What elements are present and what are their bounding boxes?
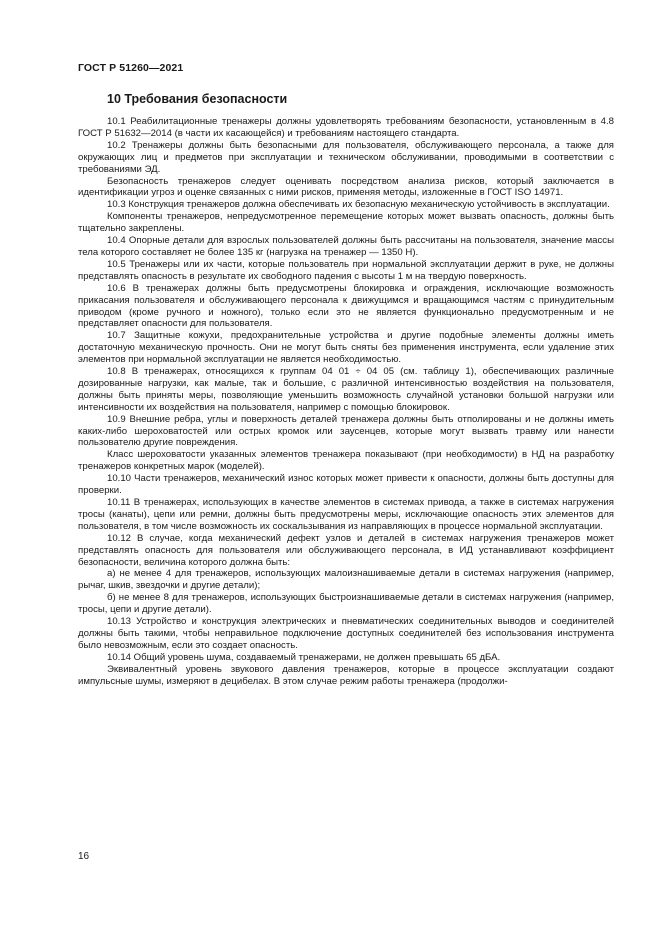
page-number: 16 bbox=[78, 851, 90, 862]
paragraph-components: Компоненты тренажеров, непредусмотренное перемещение которых может вызвать опасность, должны быть тщательно закреплены. bbox=[78, 211, 614, 235]
paragraph-10-10: 10.10 Части тренажеров, механический износ которых может привести к опасности, должны быть доступны для проверки. bbox=[78, 473, 614, 497]
paragraph-10-2: 10.2 Тренажеры должны быть безопасными для пользователя, обслуживающего персонала, а также для окружающих лиц и предметов при эксплуатации и техническом обслуживании, проводимыми в соответствии с требованиями ЭД. bbox=[78, 139, 614, 175]
paragraph-10-4: 10.4 Опорные детали для взрослых пользователей должны быть рассчитаны на пользователя, значение массы тела которого составляет не более 135 кг (нагрузка на тренажер — 1350 Н). bbox=[78, 235, 614, 258]
list-item-a: а) не менее 4 для тренажеров, использующих малоизнашиваемые детали в системах нагружения (например, рычаг, шкив, звездочки и другие детали); bbox=[78, 568, 614, 592]
paragraph-10-11: 10.11 В тренажерах, использующих в качестве элементов в системах привода, а также в системах нагружения тросы (канаты), цепи или ремни, должны быть предусмотрены меры, исключающие опасность этих элементов для пользователя, в том числе возможность их соскальзывания из направляющих в процессе нормальной эксплуатации. bbox=[78, 497, 614, 532]
paragraph-10-6: 10.6 В тренажерах должны быть предусмотрены блокировка и ограждения, исключающие возможность прикасания пользователя и обслуживающего персонала к движущимся и вращающимся частям с принудительным приводом (кроме ручного и ножного), только если это не является функционально предусмотренным и не представляет опасности для пользователя. bbox=[78, 282, 614, 330]
list-item-b: б) не менее 8 для тренажеров, использующих быстроизнашиваемые детали в системах нагружения (например, тросы, цепи и другие детали). bbox=[78, 592, 614, 616]
paragraph-risk-analysis: Безопасность тренажеров следует оценивать посредством анализа рисков, который заключается в идентификации угроз и оценке связанных с ними рисков, применяя методы, изложенные в ГОСТ ISO 14971. bbox=[78, 175, 614, 199]
paragraph-10-7: 10.7 Защитные кожухи, предохранительные устройства и другие подобные элементы должны иметь достаточную механическую прочность. Они не могут быть сняты без применения инструмента, если удаление этих элементов при нормальной эксплуатации не является необходимостью. bbox=[78, 330, 614, 366]
paragraph-10-8: 10.8 В тренажерах, относящихся к группам 04 01 ÷ 04 05 (см. таблицу 1), обеспечивающих различные дозированные нагрузки, как малые, так и большие, с различной интенсивностью воздействия на пользователя, должны быть приняты меры, позволяющие уменьшить возможность случайной установки большой нагрузки или интенсивности их воздействия на пользователя, например с помощью блокировок. bbox=[78, 366, 614, 413]
paragraph-10-14: 10.14 Общий уровень шума, создаваемый тренажерами, не должен превышать 65 дБА. bbox=[107, 651, 501, 663]
paragraph-10-5: 10.5 Тренажеры или их части, которые пользователь при нормальной эксплуатации держит в руке, не должны представлять опасность в результате их свободного падения с высоты 1 м на твердую поверхность. bbox=[78, 258, 614, 282]
paragraph-10-3: 10.3 Конструкция тренажеров должна обеспечивать их безопасную механическую устойчивость в эксплуатации. bbox=[107, 199, 610, 211]
paragraph-10-1: 10.1 Реабилитационные тренажеры должны удовлетворять требованиям безопасности, установленным в 4.8 ГОСТ Р 51632—2014 (в части их касающейся) и требованиям настоящего стандарта. bbox=[78, 116, 614, 139]
paragraph-10-13: 10.13 Устройство и конструкция электрических и пневматических соединительных выводов и соединителей должны быть такими, чтобы неправильное подключение доступных соединителей без использования инструмента было невозможным, если это создает опасность. bbox=[78, 616, 614, 651]
paragraph-10-12: 10.12 В случае, когда механический дефект узлов и деталей в системах нагружения тренажеров может представлять опасность для пользователя или обслуживающего персонала, в ИД устанавливают коэффициент безопасности, величина которого должна быть: bbox=[78, 532, 614, 568]
paragraph-equivalent-level: Эквивалентный уровень звукового давления тренажеров, которые в процессе эксплуатации создают импульсные шумы, измеряют в децибелах. В этом случае режим работы тренажера (продолжи- bbox=[78, 663, 614, 687]
standard-header: ГОСТ Р 51260—2021 bbox=[78, 62, 184, 74]
section-title: 10 Требования безопасности bbox=[107, 92, 288, 106]
section-body bbox=[78, 116, 614, 688]
paragraph-10-9: 10.9 Внешние ребра, углы и поверхность деталей тренажера должны быть отполированы и не должны иметь каких-либо шероховатостей или острых кромок или заусенцев, которые могут вызвать травму или нанести пользователю другие повреждения. bbox=[78, 413, 614, 449]
paragraph-roughness-class: Класс шероховатости указанных элементов тренажера показывают (при необходимости) в НД на разработку тренажеров конкретных марок (моделей). bbox=[78, 449, 614, 473]
